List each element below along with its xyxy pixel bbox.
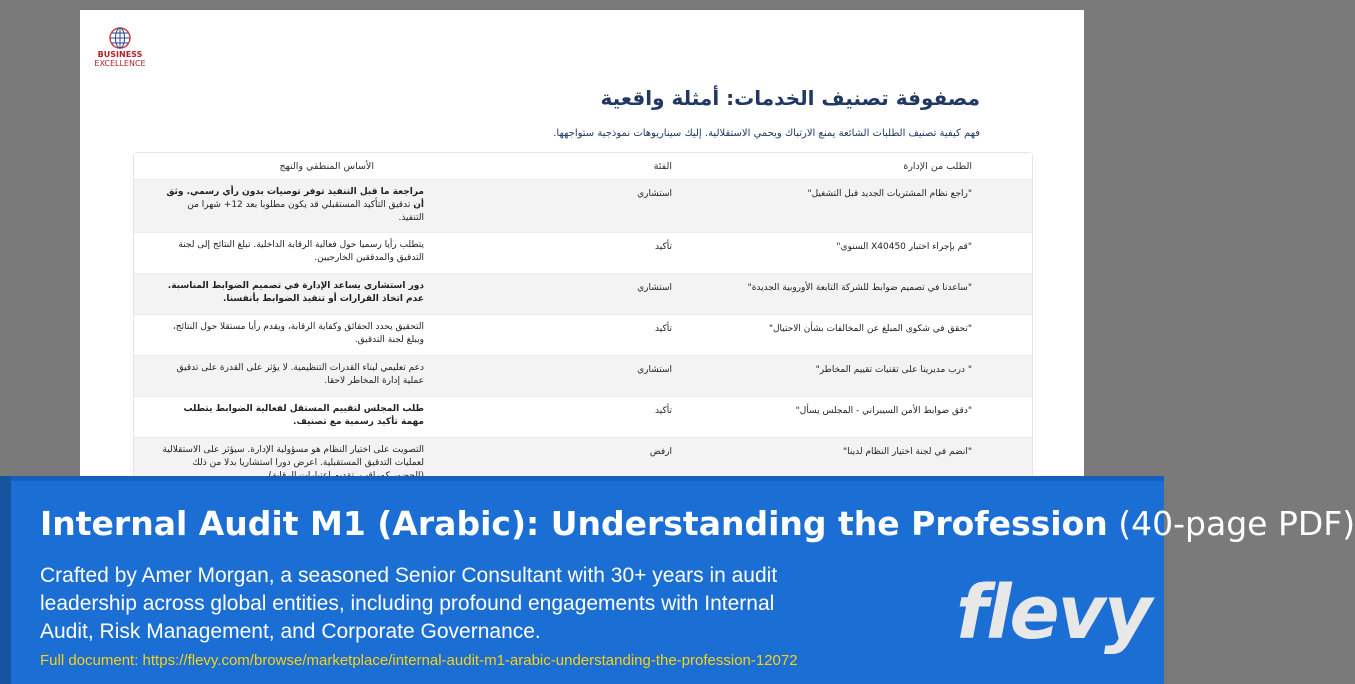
table-row xyxy=(134,274,1032,315)
header-request: الطلب من الإدارة xyxy=(903,161,972,172)
row-rationale-bold: مراجعة ما قبل التنفيذ توفر توصيات بدون رأي رسمي. وثق أن xyxy=(166,187,424,210)
flevy-logo[interactable]: flevy xyxy=(956,570,1151,656)
banner-left-edge xyxy=(0,476,11,684)
globe-icon xyxy=(107,26,133,50)
table-header xyxy=(134,153,1032,180)
row-category: تأكيد xyxy=(655,324,672,334)
row-rationale xyxy=(162,362,424,388)
document-title: مصفوفة تصنيف الخدمات: أمثلة واقعية xyxy=(600,86,980,110)
row-rationale-bold: دور استشاري يساعد الإدارة في تصميم الضوابط المناسبة. عدم اتخاذ القرارات أو تنفيذ الضوابط بأنفسنا. xyxy=(167,281,424,304)
row-rationale xyxy=(162,321,424,347)
business-excellence-logo xyxy=(94,26,146,68)
table-row xyxy=(134,233,1032,274)
row-rationale xyxy=(162,239,424,265)
row-rationale-text: يتطلب رأيا رسميا حول فعالية الرقابة الداخلية. تبلغ النتائج إلى لجنة التدقيق والمدققين الخارجيين. xyxy=(178,240,424,263)
row-request: "ساعدنا في تصميم ضوابط للشركة التابعة الأوروبية الجديدة" xyxy=(747,283,972,293)
banner-top-strip xyxy=(0,476,1164,481)
promo-banner xyxy=(0,476,1355,684)
row-rationale-text: التصويت على اختيار النظام هو مسؤولية الإدارة. سيؤثر على الاستقلالية لعمليات التدقيق المستقبلية. اعرض دورا استشاريا بدلا من ذلك xyxy=(162,445,424,468)
row-rationale xyxy=(162,403,424,429)
row-request: "قم بإجراء اختبار X40450 السنوي" xyxy=(836,242,972,252)
table-row xyxy=(134,397,1032,438)
row-category: ارفض xyxy=(649,447,672,457)
row-rationale-text: دعم تعليمي لبناء القدرات التنظيمية. لا يؤثر على القدرة على تدقيق عملية إدارة المخاطر لاحقا. xyxy=(176,363,424,386)
table-row xyxy=(134,315,1032,356)
logo-line-2: EXCELLENCE xyxy=(94,59,146,68)
row-rationale xyxy=(162,280,424,306)
row-category: تأكيد xyxy=(655,406,672,416)
full-document-link[interactable] xyxy=(40,652,798,669)
row-category: استشاري xyxy=(637,189,672,199)
row-category: تأكيد xyxy=(655,242,672,252)
document-intro: فهم كيفية تصنيف الطلبات الشائعة يمنع الارتباك ويحمي الاستقلالية. إليك سيناريوهات نموذجية ستواجهها. xyxy=(553,128,980,139)
row-request: "راجع نظام المشتريات الجديد قبل التشغيل" xyxy=(807,189,972,199)
row-rationale-bold: طلب المجلس لتقييم المستقل لفعالية الضوابط يتطلب مهمة تأكيد رسمية مع تصنيف. xyxy=(183,404,424,427)
document-page xyxy=(80,10,1084,480)
header-rationale: الأساس المنطقي والنهج xyxy=(279,161,374,172)
table-row xyxy=(134,180,1032,233)
row-category: استشاري xyxy=(637,365,672,375)
classification-table xyxy=(133,152,1033,500)
row-request: "دقق ضوابط الأمن السيبراني - المجلس يسأل" xyxy=(795,406,972,416)
banner-title xyxy=(40,504,1355,543)
header-category: الفئة xyxy=(653,161,672,172)
row-rationale xyxy=(162,186,424,225)
link-label: Full document: xyxy=(40,652,143,669)
banner-description: Crafted by Amer Morgan, a seasoned Senior Consultant with 30+ years in audit leadership across global entities, including profound engagements with Internal Audit, Risk Management, and Corporate Governance. xyxy=(40,564,778,643)
row-rationale-text: تدقيق التأكيد المستقبلي قد يكون مطلوبا بعد 12+ شهرا من التنفيذ. xyxy=(187,200,424,223)
row-category: استشاري xyxy=(637,283,672,293)
row-request: " درب مديرينا على تقنيات تقييم المخاطر" xyxy=(815,365,972,375)
row-request: "انضم في لجنة اختيار النظام لدينا" xyxy=(843,447,972,457)
logo-line-1: BUSINESS xyxy=(97,50,143,59)
link-url[interactable]: https://flevy.com/browse/marketplace/internal-audit-m1-arabic-understanding-the-profession-12072 xyxy=(142,652,798,669)
banner-title-main: Internal Audit M1 (Arabic): Understanding the Profession xyxy=(40,504,1108,543)
row-request: "تحقق في شكوى المبلغ عن المخالفات بشأن الاحتيال" xyxy=(768,324,972,334)
row-rationale-text: التحقيق يحدد الحقائق وكفاية الرقابة، ويقدم رأيا مستقلا حول النتائج، ويبلغ لجنة التدقيق. xyxy=(172,322,424,345)
banner-title-suffix: (40-page PDF) xyxy=(1118,504,1355,543)
table-row xyxy=(134,356,1032,397)
